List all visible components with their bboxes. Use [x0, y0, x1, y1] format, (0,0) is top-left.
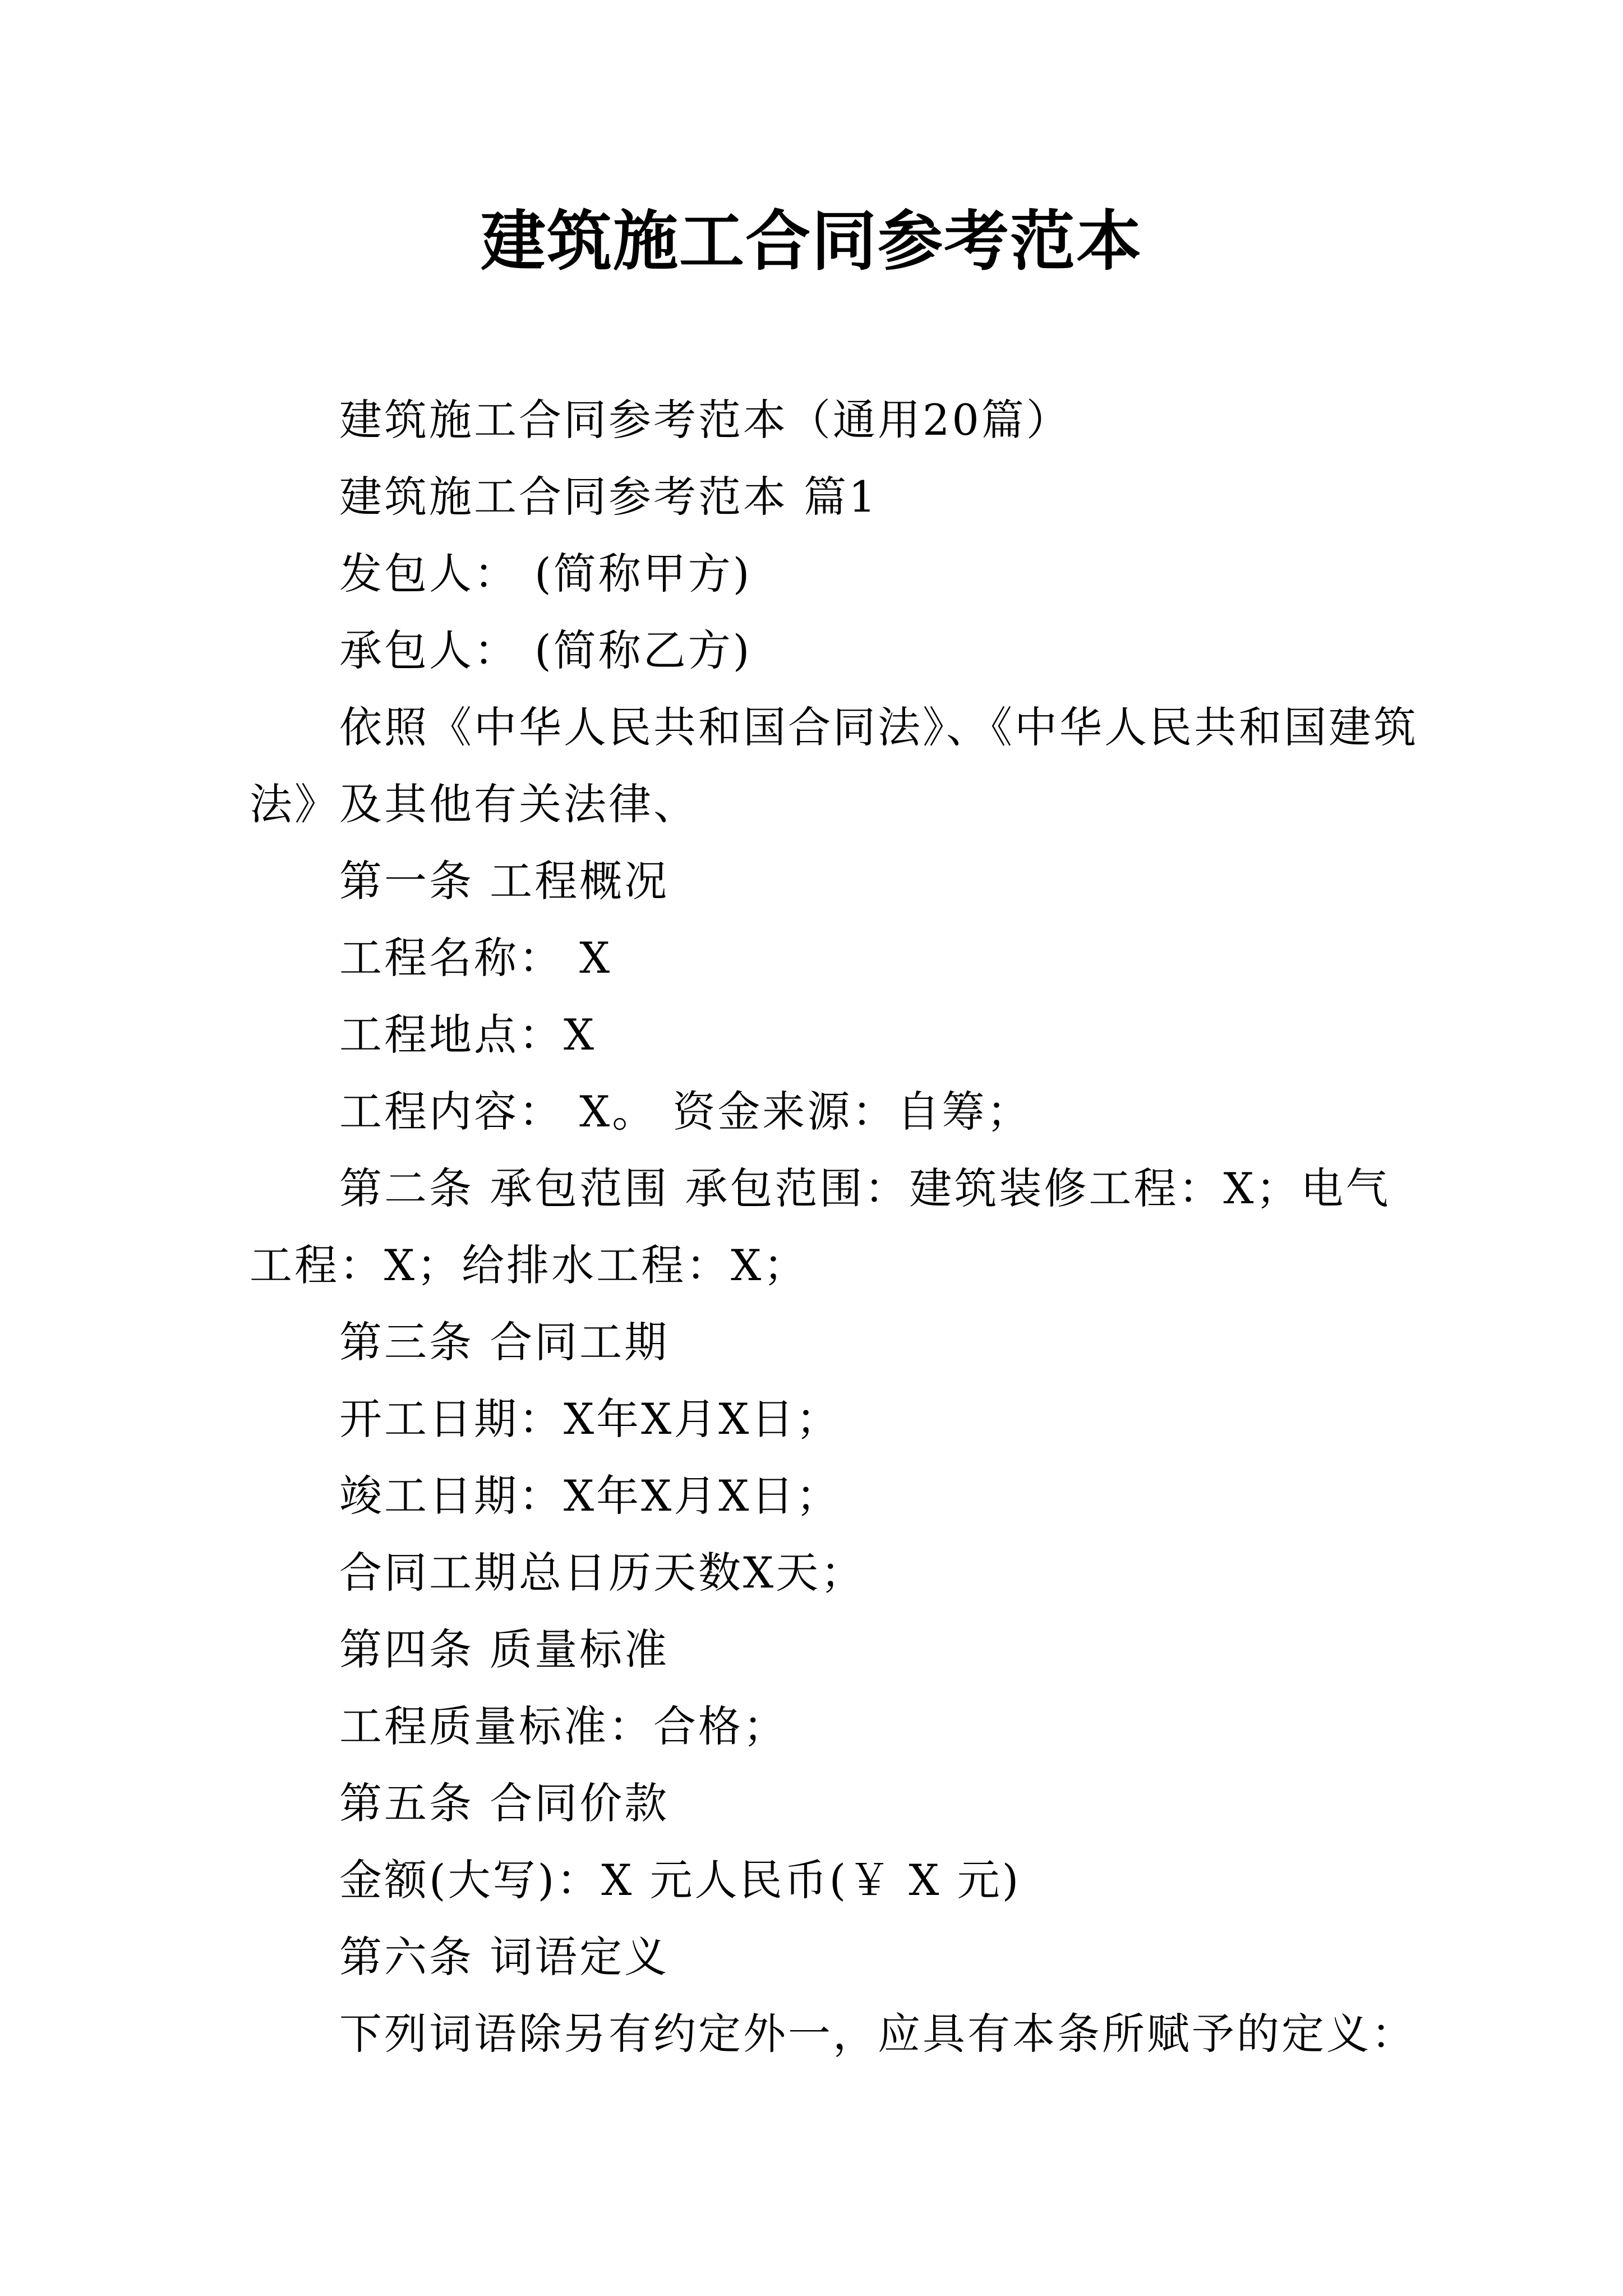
document-line: 依照《中华人民共和国合同法》、《中华人民共和国建筑 — [339, 702, 1418, 752]
document-body — [250, 381, 1418, 2072]
document-line: 下列词语除另有约定外一，应具有本条所赋予的定义： — [339, 2009, 1416, 2059]
document-line: 工程地点：X — [339, 1010, 597, 1060]
document-line: 建筑施工合同参考范本 篇1 — [339, 472, 878, 522]
document-line: 开工日期：X年X月X日； — [339, 1394, 841, 1444]
document-line: 竣工日期：X年X月X日； — [339, 1471, 841, 1521]
document-line: 第一条 工程概况 — [339, 856, 670, 906]
document-line: 发包人： (简称甲方) — [339, 549, 752, 599]
document-line: 合同工期总日历天数X天； — [339, 1548, 866, 1598]
document-line: 工程：X；给排水工程：X； — [250, 1240, 809, 1290]
document-line: 工程质量标准：合格； — [339, 1701, 788, 1751]
document-line: 承包人： (简称乙方) — [339, 625, 752, 675]
document-line: 第五条 合同价款 — [339, 1778, 670, 1828]
document-title: 建筑施工合同参考范本 — [481, 203, 1142, 279]
document-line: 金额(大写)：X 元人民币(￥ X 元) — [339, 1855, 1021, 1905]
document-line: 工程名称： X — [339, 933, 612, 983]
document-line: 建筑施工合同参考范本（通用20篇） — [339, 395, 1071, 445]
document-line: 法》及其他有关法律、 — [250, 779, 698, 829]
document-line: 第四条 质量标准 — [339, 1625, 670, 1674]
document-line: 第二条 承包范围 承包范围：建筑装修工程：X；电气 — [339, 1163, 1391, 1213]
document-line: 工程内容： X。 资金来源：自筹； — [339, 1087, 1032, 1137]
document-line: 第三条 合同工期 — [339, 1317, 670, 1367]
document-line: 第六条 词语定义 — [339, 1932, 670, 1982]
